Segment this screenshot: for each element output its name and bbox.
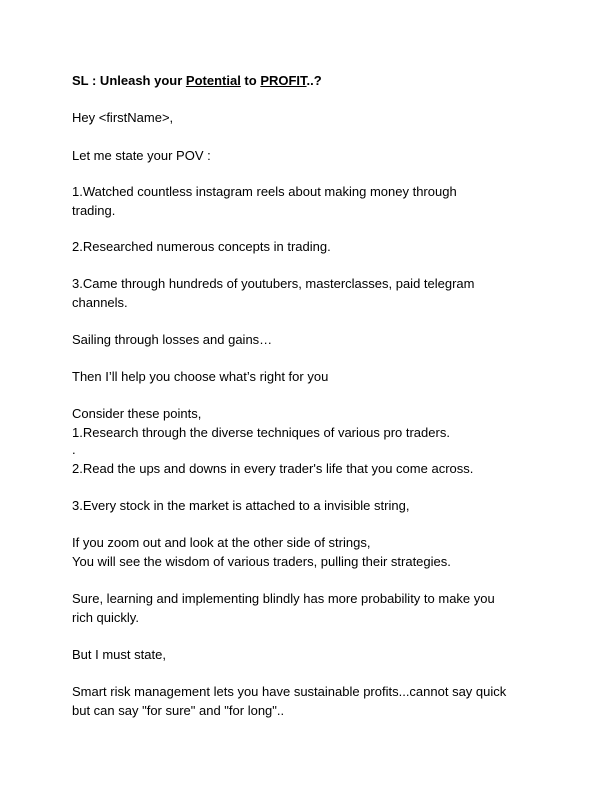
pov-point-2: 2.Researched numerous concepts in trading. <box>72 239 331 254</box>
pov-point-1-line-2: trading. <box>72 203 116 218</box>
pov-point-1-line-1: 1.Watched countless instagram reels about making money through <box>72 184 457 199</box>
smart-line-2: but can say "for sure" and "for long".. <box>72 703 285 718</box>
pov-intro: Let me state your POV : <box>72 148 211 163</box>
consider-point-1: 1.Research through the diverse techniques of various pro traders. <box>72 425 450 440</box>
consider-point-2: 2.Read the ups and downs in every trader's life that you come across. <box>72 461 474 476</box>
subject-profit: PROFIT <box>260 73 307 88</box>
consider-point-3: 3.Every stock in the market is attached to a invisible string, <box>72 498 410 513</box>
stray-dot: . <box>72 442 76 457</box>
sure-line-1: Sure, learning and implementing blindly has more probability to make you <box>72 591 495 606</box>
smart-line-1: Smart risk management lets you have sustainable profits...cannot say quick <box>72 684 507 699</box>
pov-point-3-line-2: channels. <box>72 295 128 310</box>
zoom-line-2: You will see the wisdom of various traders, pulling their strategies. <box>72 554 451 569</box>
pov-point-3-line-1: 3.Came through hundreds of youtubers, masterclasses, paid telegram <box>72 276 475 291</box>
subject-prefix: SL : Unleash your <box>72 73 186 88</box>
zoom-line-1: If you zoom out and look at the other side of strings, <box>72 535 371 550</box>
subject-suffix: ..? <box>306 73 322 88</box>
but-state-line: But I must state, <box>72 647 166 662</box>
then-help-line: Then I’ll help you choose what’s right for you <box>72 369 329 384</box>
greeting: Hey <firstName>, <box>72 110 174 125</box>
subject-potential: Potential <box>185 73 241 88</box>
sure-line-2: rich quickly. <box>72 610 139 625</box>
consider-intro: Consider these points, <box>72 406 202 421</box>
sailing-line: Sailing through losses and gains… <box>72 332 273 347</box>
subject-middle: to <box>240 73 261 88</box>
subject-line <box>72 72 322 90</box>
